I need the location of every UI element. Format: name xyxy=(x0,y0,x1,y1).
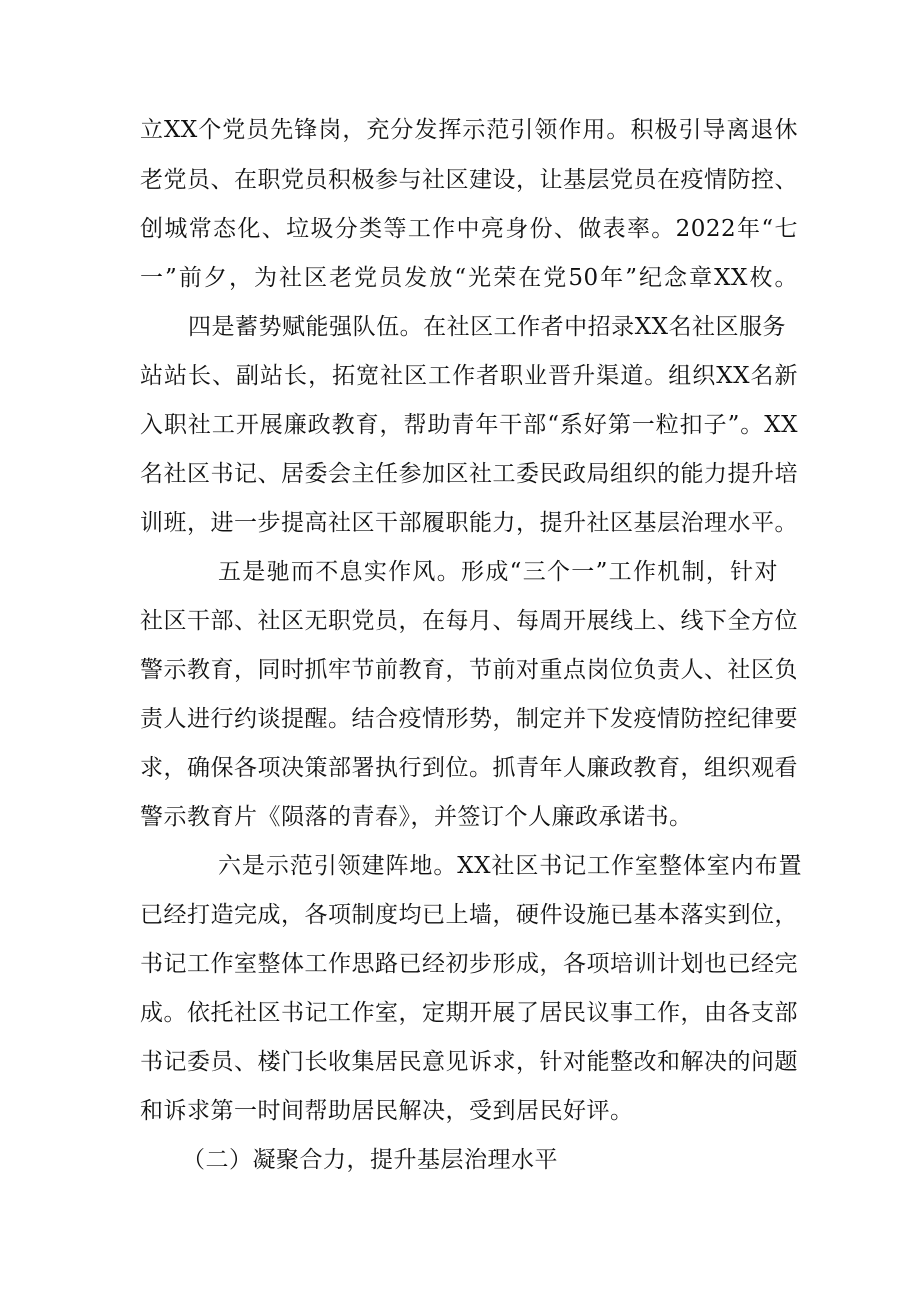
section-heading: （二）凝聚合力，提升基层治理水平 xyxy=(182,1147,558,1173)
text-line: 已经打造完成，各项制度均已上墙，硬件设施已基本落实到位， xyxy=(140,902,798,928)
paragraph-lead-line: 四是蓄势赋能强队伍。在社区工作者中招录XX名社区服务 xyxy=(188,314,786,340)
text-line: 老党员、在职党员积极参与社区建设，让基层党员在疫情防控、 xyxy=(140,167,798,193)
text-line: 警示教育片《陨落的青春》，并签订个人廉政承诺书。 xyxy=(140,804,693,830)
text-line: 成。依托社区书记工作室，定期开展了居民议事工作，由各支部 xyxy=(140,1000,798,1026)
text-line: 一”前夕，为社区老党员发放“光荣在党50年”纪念章XX枚。 xyxy=(140,265,798,291)
text-line: 书记委员、楼门长收集居民意见诉求，针对能整改和解决的问题 xyxy=(140,1049,798,1075)
text-line: 站站长、副站长，拓宽社区工作者职业晋升渠道。组织XX名新 xyxy=(140,363,798,389)
text-line: 名社区书记、居委会主任参加区社工委民政局组织的能力提升培 xyxy=(140,461,798,487)
paragraph-lead-line: 六是示范引领建阵地。XX社区书记工作室整体室内布置 xyxy=(218,853,802,879)
text-line: 创城常态化、垃圾分类等工作中亮身份、做表率。2022年“七 xyxy=(140,216,798,242)
text-line: 书记工作室整体工作思路已经初步形成，各项培训计划也已经完 xyxy=(140,951,798,977)
text-line: 和诉求第一时间帮助居民解决，受到居民好评。 xyxy=(140,1098,634,1124)
text-line: 社区干部、社区无职党员，在每月、每周开展线上、线下全方位 xyxy=(140,608,798,634)
text-line: 立XX个党员先锋岗，充分发挥示范引领作用。积极引导离退休 xyxy=(140,117,798,143)
text-line: 入职社工开展廉政教育，帮助青年干部“系好第一粒扣子”。XX xyxy=(140,412,798,438)
text-line: 求，确保各项决策部署执行到位。抓青年人廉政教育，组织观看 xyxy=(140,755,798,781)
paragraph-lead-line: 五是驰而不息实作风。形成“三个一”工作机制，针对 xyxy=(218,559,778,585)
text-line: 训班，进一步提高社区干部履职能力，提升社区基层治理水平。 xyxy=(140,510,798,536)
text-line: 警示教育，同时抓牢节前教育，节前对重点岗位负责人、社区负 xyxy=(140,657,798,683)
text-line: 责人进行约谈提醒。结合疫情形势，制定并下发疫情防控纪律要 xyxy=(140,706,798,732)
